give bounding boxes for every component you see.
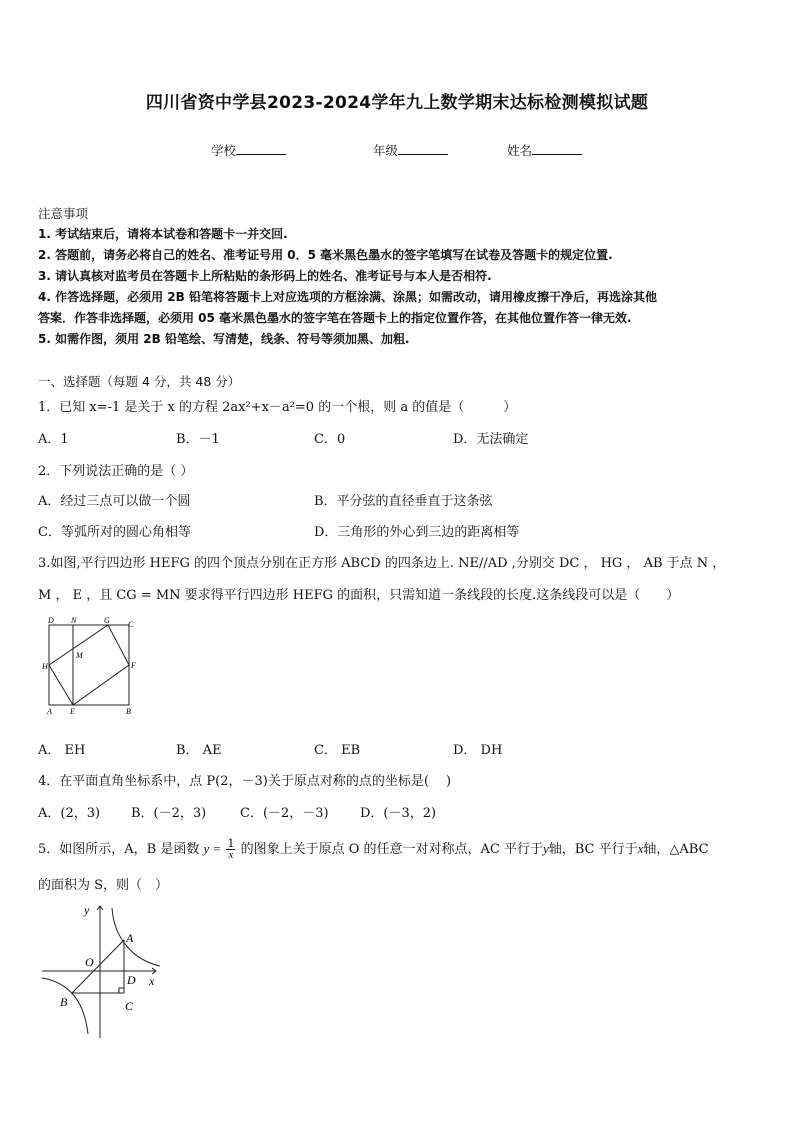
q4-option-c: C．(－2，－3) <box>240 806 329 821</box>
q5-fraction-denominator: x <box>228 849 234 861</box>
segment-ab <box>72 940 124 993</box>
q4-option-a: A．(2，3) <box>38 806 101 821</box>
label-d: D <box>48 616 54 625</box>
q5-fraction <box>226 838 235 861</box>
notice-item-2: 2. 答题前，请务必将自己的姓名、准考证号用 0．5 毫米黑色墨水的签字笔填写在试卷及答题卡的规定位置. <box>38 248 613 262</box>
q3-option-a: A． EH <box>38 743 86 758</box>
label-m: M <box>76 651 83 660</box>
question-5-stem-line1 <box>38 838 709 861</box>
q5-fraction-numerator: 1 <box>227 837 235 850</box>
label-b: B <box>126 707 131 716</box>
name-field <box>507 141 582 159</box>
label-b: B <box>60 995 68 1009</box>
q1-option-a: A．1 <box>38 432 69 447</box>
section-heading: 一、选择题（每题 4 分，共 48 分） <box>38 374 241 389</box>
school-field <box>211 141 286 159</box>
label-n: N <box>71 616 77 625</box>
q2-option-a: A．经过三点可以做一个圆 <box>38 494 191 509</box>
q5-x-axis-text: x <box>637 841 644 856</box>
q1-option-c: C．0 <box>314 432 346 447</box>
q5-figure <box>38 898 168 1043</box>
label-f: F <box>131 661 136 670</box>
q5-stem-post: 的图象上关于原点 O 的任意一对对称点，AC 平行于 <box>240 842 543 857</box>
label-h: H <box>42 662 48 671</box>
q3-option-d: D． DH <box>453 743 503 758</box>
grade-blank <box>398 142 448 155</box>
name-blank <box>532 142 582 155</box>
q3-option-b: B． AE <box>176 743 222 758</box>
school-label: 学校 <box>211 143 237 158</box>
grade-field <box>373 141 448 159</box>
label-d: D <box>127 973 136 987</box>
q5-func-lhs: y = <box>203 841 222 856</box>
q2-option-d: D．三角形的外心到三边的距离相等 <box>314 525 520 540</box>
q1-option-b: B．－1 <box>176 432 220 447</box>
parallelogram-hefg <box>49 625 129 705</box>
label-e: E <box>70 707 75 716</box>
hyperbola-branch-1 <box>112 908 160 966</box>
question-3-stem-line1: 3.如图,平行四边形 HEFG 的四个顶点分别在正方形 ABCD 的四条边上. NE//AD ,分别交 DC ， HG ， AB 于点 N ， <box>38 556 726 571</box>
q2-option-c: C．等弧所对的圆心角相等 <box>38 525 191 540</box>
q4-option-b: B．(－2，3) <box>131 806 207 821</box>
q5-y-axis-text: y <box>542 841 549 856</box>
right-angle-mark <box>119 988 124 993</box>
q4-option-d: D．(－3，2) <box>360 806 437 821</box>
label-o: O <box>85 955 94 969</box>
notice-item-5: 5. 如需作图，须用 2B 铅笔绘、写清楚，线条、符号等须加黑、加粗. <box>38 332 410 346</box>
question-1-stem: 1．已知 x=-1 是关于 x 的方程 2ax²+x－a²=0 的一个根，则 a 的值是（ ） <box>38 400 517 415</box>
question-3-stem-line2: M ， E ，且 CG = MN 要求得平行四边形 HEFG 的面积，只需知道一条线段的长度.这条线段可以是（ ） <box>38 588 680 603</box>
q1-option-d: D．无法确定 <box>453 432 529 447</box>
question-2-stem: 2．下列说法正确的是（ ） <box>38 464 194 479</box>
school-blank <box>236 142 286 155</box>
q2-option-b: B．平分弦的直径垂直于这条弦 <box>314 494 493 509</box>
name-label: 姓名 <box>507 143 533 158</box>
notice-item-3: 3. 请认真核对监考员在答题卡上所粘贴的条形码上的姓名、准考证号与本人是否相符. <box>38 269 492 283</box>
notice-item-4: 4. 作答选择题，必须用 2B 铅笔将答题卡上对应选项的方框涂满、涂黑；如需改动，请用橡皮擦干净后，再选涂其他 <box>38 290 657 304</box>
q3-option-c: C． EB <box>314 743 361 758</box>
label-a: A <box>126 931 134 945</box>
notice-item-4-cont: 答案．作答非选择题，必须用 05 毫米黑色墨水的签字笔在答题卡上的指定位置作答，在其他位置作答一律无效. <box>38 311 632 325</box>
label-a: A <box>47 707 52 716</box>
label-x: x <box>149 974 155 988</box>
question-5-stem-line2: 的面积为 S，则（ ） <box>38 878 169 893</box>
label-y: y <box>84 903 90 917</box>
notice-item-1: 1. 考试结束后，请将本试卷和答题卡一并交回. <box>38 227 288 241</box>
q5-stem-end: 轴，△ABC <box>643 842 709 857</box>
q5-stem-pre: 5．如图所示，A，B 是函数 <box>38 842 200 857</box>
q3-figure <box>40 612 150 722</box>
notice-heading: 注意事项 <box>38 206 89 221</box>
page-title: 四川省资中学县2023-2024学年九上数学期末达标检测模拟试题 <box>145 93 649 113</box>
grade-label: 年级 <box>373 143 399 158</box>
label-g: G <box>104 616 110 625</box>
label-c: C <box>125 999 134 1013</box>
label-c: C <box>128 620 134 629</box>
q5-stem-mid: 轴，BC 平行于 <box>548 842 638 857</box>
question-4-stem: 4．在平面直角坐标系中，点 P(2，－3)关于原点对称的点的坐标是( ) <box>38 774 452 789</box>
